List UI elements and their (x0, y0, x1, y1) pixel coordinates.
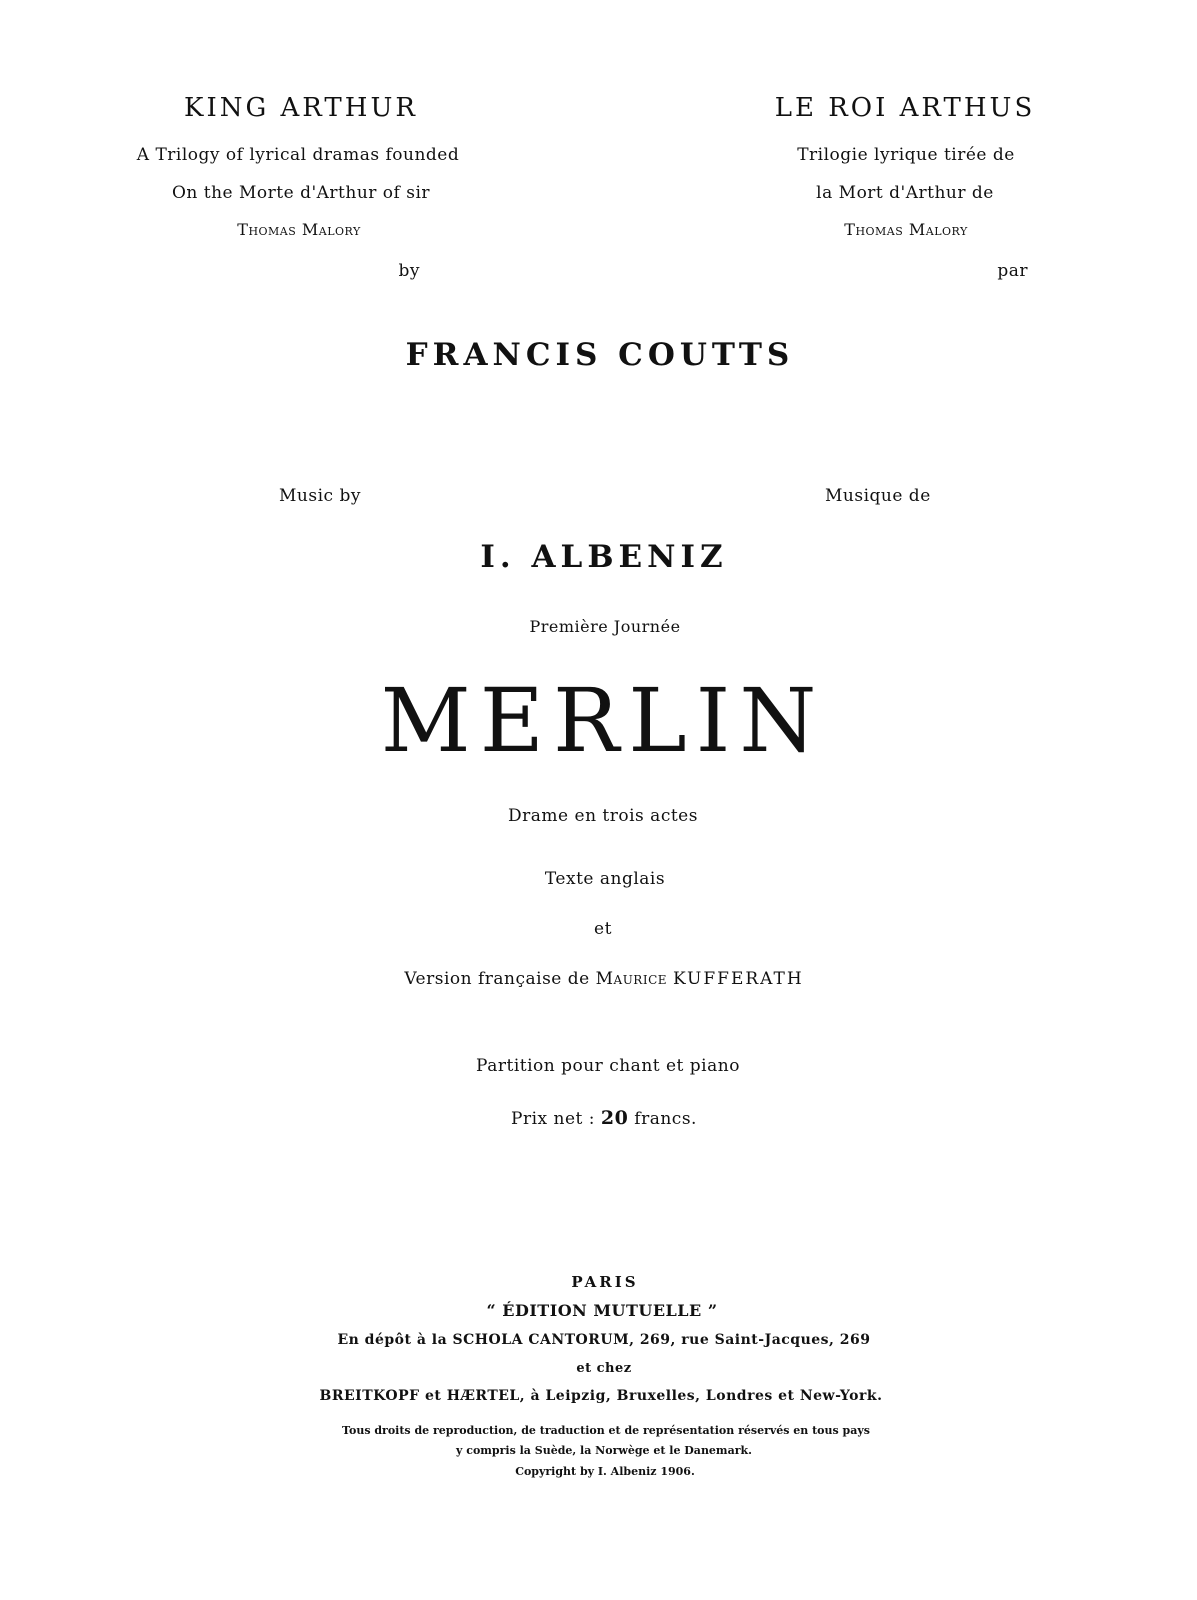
right-subtitle-line1: Trilogie lyrique tirée de (797, 145, 1015, 165)
price-prefix: Prix net : (511, 1109, 596, 1129)
left-subtitle-line1: A Trilogy of lyrical dramas founded (136, 145, 460, 165)
depot-line: En dépôt à la SCHOLA CANTORUM, 269, rue Saint-Jacques, 269 (337, 1332, 871, 1348)
et-line: et (594, 919, 612, 939)
copyright-line: Copyright by I. Albeniz 1906. (515, 1465, 695, 1478)
price-line (511, 1107, 697, 1129)
rights-line-1: Tous droits de reproduction, de traduction et de représentation réservés en tous pays (342, 1424, 870, 1437)
price-unit: francs. (634, 1109, 697, 1129)
text-language-line: Texte anglais (544, 869, 666, 889)
et-chez-line: et chez (576, 1361, 632, 1376)
work-title: MERLIN (380, 669, 826, 772)
right-par: par (997, 261, 1028, 281)
translator-last-name: KUFFERATH (672, 969, 804, 989)
music-by-label: Music by (279, 486, 361, 506)
right-title: LE ROI ARTHUS (774, 93, 1036, 123)
left-by: by (398, 261, 420, 281)
price-amount: 20 (600, 1107, 629, 1129)
left-title: KING ARTHUR (184, 93, 418, 123)
journee-label: Première Journée (529, 617, 681, 636)
translator-first-name: Maurice (595, 969, 668, 989)
composer-name: I. ALBENIZ (480, 539, 728, 575)
publisher-name: “ ÉDITION MUTUELLE ” (486, 1301, 718, 1320)
left-author-name: Thomas Malory (237, 220, 361, 239)
left-subtitle-line2: On the Morte d'Arthur of sir (171, 183, 431, 203)
distributor-line: BREITKOPF et HÆRTEL, à Leipzig, Bruxelles, Londres et New-York. (319, 1388, 883, 1404)
genre-line: Drame en trois actes (508, 806, 698, 826)
librettist-name: FRANCIS COUTTS (405, 337, 795, 373)
right-subtitle-line2: la Mort d'Arthur de (816, 183, 994, 203)
rights-line-2: y compris la Suède, la Norwège et le Danemark. (456, 1444, 752, 1457)
right-author-name: Thomas Malory (844, 220, 968, 239)
translation-prefix: Version française de (404, 969, 590, 989)
translation-line (404, 969, 803, 989)
publisher-city: PARIS (571, 1273, 639, 1291)
musique-de-label: Musique de (825, 486, 931, 506)
edition-line: Partition pour chant et piano (476, 1056, 740, 1076)
